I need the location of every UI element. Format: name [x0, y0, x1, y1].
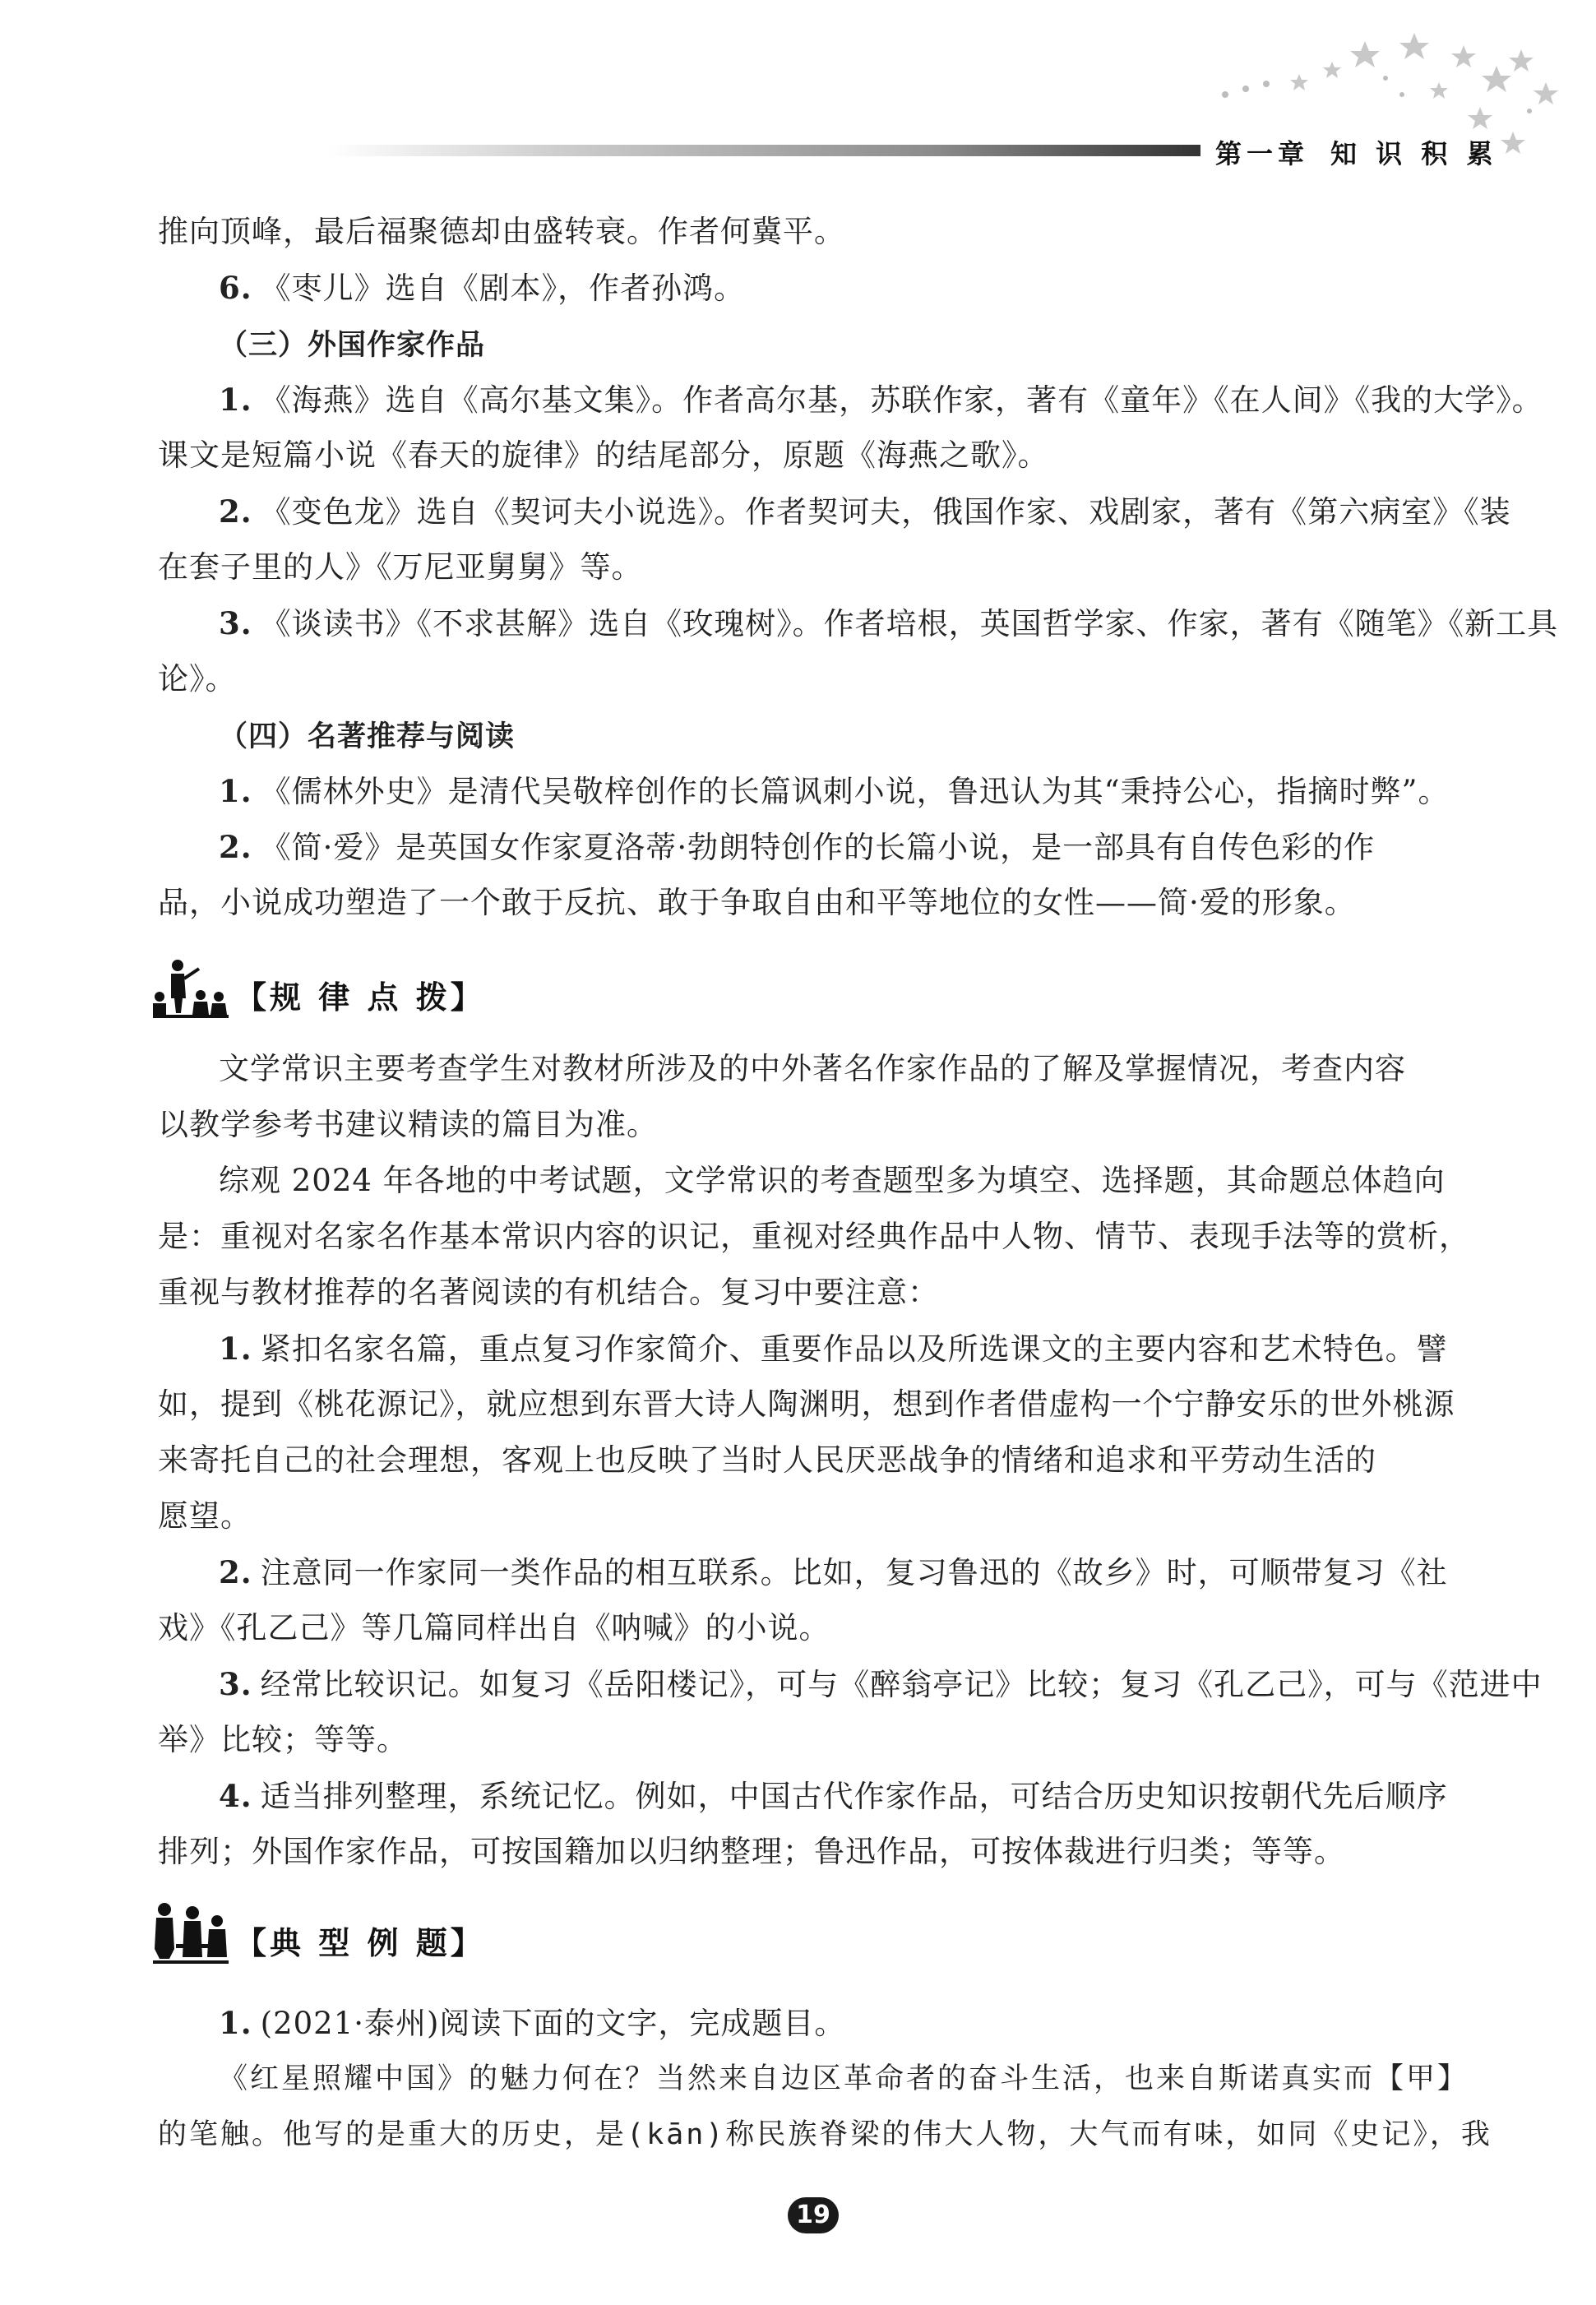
list-item [219, 2003, 845, 2043]
list-item [219, 771, 1449, 812]
text-line: 来寄托自己的社会理想，客观上也反映了当时人民厌恶战争的情绪和追求和平劳动生活的 [158, 1442, 1376, 1478]
item-number: 3. [219, 605, 252, 641]
text-line: 排列；外国作家作品，可按国籍加以归纳整理；鲁迅作品，可按体裁进行归类；等等。 [158, 1834, 1345, 1869]
item-number: 2. [219, 829, 252, 865]
section-title: 【规 律 点 拨】 [235, 979, 485, 1016]
page-number: 19 [788, 2197, 839, 2233]
item-text: 《变色龙》选自《契诃夫小说选》。作者契诃夫，俄国作家、戏剧家，著有《第六病室》《装 [260, 494, 1511, 530]
list-item [219, 1776, 1448, 1817]
item-number: 1. [219, 1331, 252, 1367]
rules-section-header [153, 954, 564, 1033]
text-line: 文学常识主要考查学生对教材所涉及的中外著名作家作品的了解及掌握情况，考查内容 [219, 1051, 1406, 1086]
text-line: 品，小说成功塑造了一个敢于反抗、敢于争取自由和平等地位的女性——简·爱的形象。 [158, 885, 1356, 920]
example-text-line: 的笔触。他写的是重大的历史，是(kān)称民族脊梁的伟大人物，大气而有味，如同《史记》，我 [158, 2118, 1492, 2151]
section-heading: （三）外国作家作品 [219, 329, 486, 362]
item-number: 4. [219, 1778, 252, 1814]
item-text: 《儒林外史》是清代吴敬梓创作的长篇讽刺小说，鲁迅认为其“秉持公心，指摘时弊”。 [260, 774, 1450, 809]
item-number: 6. [219, 270, 252, 306]
item-text: 《枣儿》选自《剧本》，作者孙鸿。 [260, 271, 746, 306]
item-text: (2021·泰州)阅读下面的文字，完成题目。 [260, 2006, 846, 2041]
header-rule [329, 145, 1200, 156]
text-line: 论》。 [158, 661, 237, 697]
item-text: 《海燕》选自《高尔基文集》。作者高尔基，苏联作家，著有《童年》《在人间》《我的大学》。 [260, 382, 1543, 418]
item-number: 1. [219, 382, 252, 418]
list-item [219, 1329, 1448, 1369]
item-text: 《谈读书》《不求甚解》选自《玫瑰树》。作者培根，英国哲学家、作家，著有《随笔》《新工具 [260, 606, 1559, 641]
list-item [219, 827, 1375, 868]
list-item [219, 604, 1558, 644]
list-item [219, 1664, 1543, 1705]
item-text: 《简·爱》是英国女作家夏洛蒂·勃朗特创作的长篇小说，是一部具有自传色彩的作 [260, 830, 1376, 865]
students-discussion-icon [153, 1900, 232, 1965]
teacher-icon [153, 954, 232, 1020]
text-line: 愿望。 [158, 1498, 252, 1534]
item-number: 2. [219, 1554, 252, 1590]
text-line: 戏》《孔乙己》等几篇同样出自《呐喊》的小说。 [158, 1610, 830, 1645]
text-line: 是：重视对名家名作基本常识内容的识记，重视对经典作品中人物、情节、表现手法等的赏析， [158, 1219, 1470, 1254]
text-line: 以教学参考书建议精读的篇目为准。 [158, 1107, 658, 1142]
text-line: 举》比较；等等。 [158, 1722, 408, 1757]
chapter-title: 知 识 积 累 [1330, 138, 1498, 169]
list-item [219, 492, 1511, 532]
text-line: 在套子里的人》《万尼亚舅舅》等。 [158, 549, 643, 585]
item-text: 紧扣名家名篇，重点复习作家简介、重要作品以及所选课文的主要内容和艺术特色。譬 [260, 1331, 1448, 1367]
text-line: 推向顶峰，最后福聚德却由盛转衰。作者何冀平。 [158, 214, 845, 249]
item-text: 注意同一作家同一类作品的相互联系。比如，复习鲁迅的《故乡》时，可顺带复习《社 [260, 1555, 1448, 1590]
item-number: 3. [219, 1666, 252, 1702]
item-number: 1. [219, 2005, 252, 2041]
section-heading: （四）名著推荐与阅读 [219, 720, 516, 753]
item-number: 2. [219, 493, 252, 530]
list-item [219, 380, 1543, 420]
examples-section-header [153, 1900, 564, 1979]
item-text: 经常比较识记。如复习《岳阳楼记》，可与《醉翁亭记》比较；复习《孔乙己》，可与《范进中 [260, 1667, 1543, 1702]
text-line: 如，提到《桃花源记》，就应想到东晋大诗人陶渊明，想到作者借虚构一个宁静安乐的世外桃源 [158, 1386, 1455, 1422]
list-item [219, 268, 745, 308]
item-text: 适当排列整理，系统记忆。例如，中国古代作家作品，可结合历史知识按朝代先后顺序 [260, 1779, 1448, 1814]
example-text-line: 《红星照耀中国》的魅力何在？当然来自边区革命者的奋斗生活，也来自斯诺真实而【甲】 [219, 2062, 1469, 2095]
text-line: 课文是短篇小说《春天的旋律》的结尾部分，原题《海燕之歌》。 [158, 437, 1049, 473]
text-line: 重视与教材推荐的名著阅读的有机结合。复习中要注意： [158, 1275, 939, 1310]
text-line: 综观 2024 年各地的中考试题，文学常识的考查题型多为填空、选择题，其命题总体趋向 [219, 1163, 1446, 1198]
list-item [219, 1553, 1448, 1593]
item-number: 1. [219, 773, 252, 809]
chapter-header [1215, 133, 1497, 169]
chapter-label: 第一章 [1215, 138, 1310, 169]
section-title: 【典 型 例 题】 [235, 1925, 485, 1961]
